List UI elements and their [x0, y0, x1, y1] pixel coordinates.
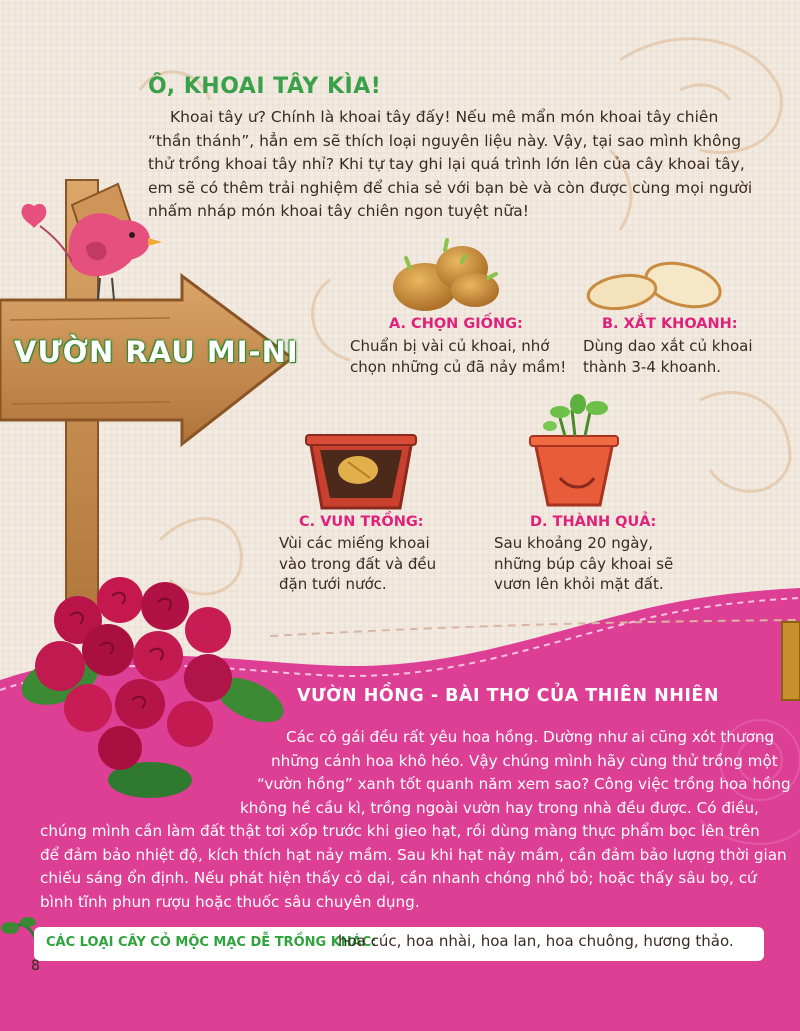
step-a-line: Chuẩn bị vài củ khoai, nhớ: [350, 337, 550, 355]
step-a-title: A. CHỌN GIỐNG:: [389, 316, 523, 332]
section-title: Ô, KHOAI TÂY KÌA!: [148, 74, 382, 99]
step-b-title: B. XẮT KHOANH:: [602, 316, 738, 332]
step-d-line: những búp cây khoai sẽ: [494, 554, 674, 573]
intro-text: Khoai tây ư? Chính là khoai tây đấy! Nếu mê mẩn món khoai tây chiên “thần thánh”, hẳn em sẽ thích loại nguyên liệu này. Vậy, tại sao mình không thử trồng khoai tây nhỉ? Khi tự tay ghi lại quá trình lớn lên của cây khoai tây, em sẽ có thêm trải nghiệm để chia sẻ với bạn bè và còn được cùng mọi người nhấm nháp món khoai tây chiên ngon tuyệt nữa!: [148, 108, 753, 220]
rose-line: “vườn hồng” xanh tốt quanh năm xem sao? Công việc trồng hoa hồng: [257, 775, 791, 793]
picture-frame-edge: [782, 622, 800, 700]
step-b-text: [583, 336, 752, 377]
planting-pot-illustration: [306, 435, 416, 508]
page-number: 8: [31, 958, 40, 974]
step-c-line: đặn tưới nước.: [279, 575, 387, 593]
rose-line: Các cô gái đều rất yêu hoa hồng. Dường như ai cũng xót thương: [286, 728, 775, 746]
step-b-line: Dùng dao xắt củ khoai: [583, 337, 753, 355]
step-c-text: [279, 533, 436, 595]
step-c-line: Vùi các miếng khoai: [279, 534, 430, 552]
step-d-line: vươn lên khỏi mặt đất.: [494, 575, 664, 593]
step-d-text: [494, 533, 673, 595]
rose-line: không hề cầu kì, trồng ngoài vườn hay trong nhà đều được. Có điều,: [240, 798, 760, 817]
step-a-text: [350, 336, 566, 377]
other-plants-list: hoa cúc, hoa nhài, hoa lan, hoa chuông, hương thảo.: [338, 932, 734, 950]
step-c-title: C. VUN TRỒNG:: [299, 514, 424, 530]
rose-line: những cánh hoa khô héo. Vậy chúng mình hãy cùng thử trồng một: [271, 751, 778, 770]
intro-paragraph: [148, 106, 760, 224]
rose-line: chúng mình cần làm đất thật tơi xốp trước khi gieo hạt, rồi dùng màng thực phẩm bọc lên trên: [40, 822, 760, 840]
step-d-line: Sau khoảng 20 ngày,: [494, 534, 654, 552]
step-b-line: thành 3-4 khoanh.: [583, 357, 721, 376]
rose-line: để đảm bảo nhiệt độ, kích thích hạt nảy mầm. Sau khi hạt nảy mầm, cần đảm bảo lượng thời gian: [40, 845, 787, 864]
other-plants-label: CÁC LOẠI CÂY CỎ MỘC MẠC DỄ TRỒNG KHÁC:: [46, 935, 377, 950]
rose-line: chiếu sáng ổn định. Nếu phát hiện thấy cỏ dại, cần nhanh chóng nhổ bỏ; hoặc thấy sâu bọ, cứ: [40, 869, 757, 887]
rose-paragraph: [40, 726, 791, 914]
step-c-line: vào trong đất và đều: [279, 554, 437, 573]
step-a-line: chọn những củ đã nảy mầm!: [350, 357, 567, 376]
step-d-title: D. THÀNH QUẢ:: [530, 514, 657, 530]
rose-line: bình tĩnh phun rượu hoặc thuốc sâu chuyên dụng.: [40, 892, 420, 911]
signpost-label: VƯỜN RAU MI-NI: [14, 335, 299, 369]
rose-section-title: VƯỜN HỒNG - BÀI THƠ CỦA THIÊN NHIÊN: [297, 686, 719, 706]
